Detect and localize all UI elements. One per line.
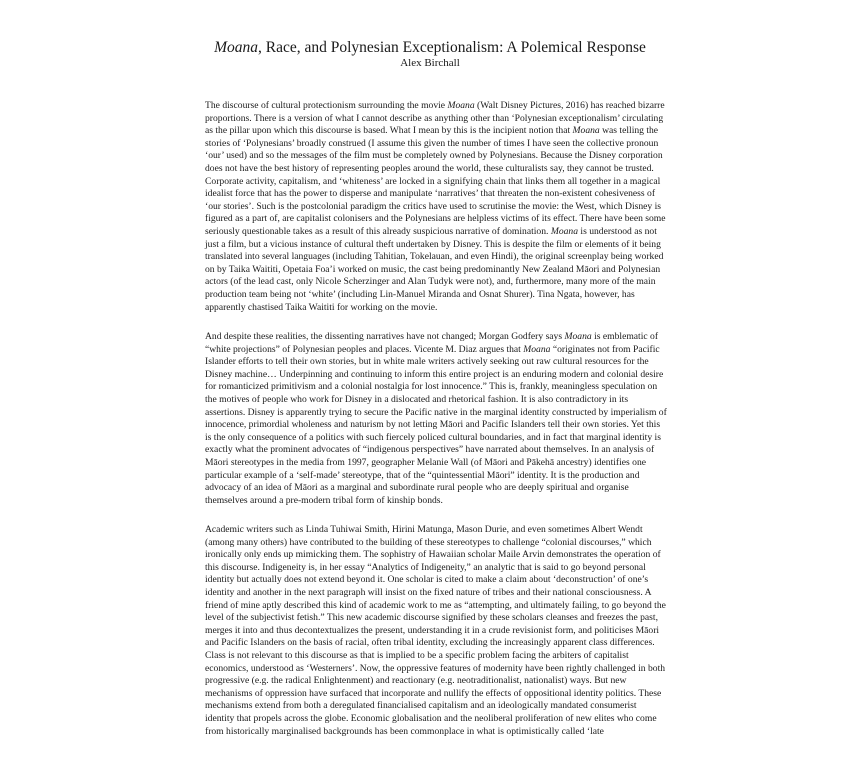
text-run: “originates not from Pacific Islander efforts to tell their own stories, but in white male writers actively seeking out raw cultural resources for the Disney machine… Underpinning and continuing to inform this entire project is an enduring modern and colonial desire for romanticized primitivism and a colonial nostalgia for lost innocence.” This is, frankly, meaningless speculation on the motives of people who work for Disney in a dislocated and rhetorical fashion. It is also contradictory in its assertions. Disney is apparently trying to secure the Pacific native in the marginal identity constructed by imperialism of innocence, primordial wholeness and naturism by not letting Māori and Pacific Islanders tell their own stories. Yet this is the only consequence of a politics with such fiercely policed cultural boundaries, and in fact that marginal identity is exactly what the prominent advocates of “indigenous perspectives” have narrated about themselves. In an analysis of Māori stereotypes in the media from 1997, geographer Melanie Wall (of Māori and Pākehā ancestry) identifies one particular example of a ‘self-made’ stereotype, that of the “quintessential Māori” identity. It is the production and advocacy of an idea of Māori as a marginal and subordinate rural people who are deeply spiritual and organise themselves around a pre-modern tribal form of kinship bonds. — [205, 343, 667, 506]
text-run: The discourse of cultural protectionism surrounding the movie — [205, 100, 448, 111]
italic-text-run: Moana — [564, 331, 592, 342]
text-run: is emblematic of “white projections” of Polynesian peoples and places. Vicente M. Diaz argues that — [205, 331, 659, 355]
paragraph-1 — [205, 100, 667, 314]
document-title — [0, 38, 860, 57]
italic-text-run: Moana — [550, 225, 579, 237]
text-run: And despite these realities, the dissenting narratives have not changed; Morgan Godfery says — [205, 331, 565, 342]
italic-text-run: Moana — [523, 343, 551, 355]
text-run: (Walt Disney Pictures, 2016) has reached bizarre proportions. There is a version of what I cannot describe as anything other than ‘Polynesian exceptionalism’ circulating as the pillar upon which this discourse is based. What I mean by this is the incipient notion that — [205, 100, 665, 137]
title-rest: , Race, and Polynesian Exceptionalism: A Polemical Response — [258, 39, 646, 56]
document-author: Alex Birchall — [400, 57, 460, 69]
text-run: Academic writers such as Linda Tuhiwai Smith, Hirini Matunga, Mason Durie, and even sometimes Albert Wendt (among many others) have contributed to the building of these stereotypes to challenge “colonial discourses,” which ironically only ends up mimicking them. The sophistry of Hawaiian scholar Maile Arvin demonstrates the operation of this discourse. Indigeneity is, in her essay “Analytics of Indigeneity,” an analytic that is said to go beyond personal identity but actually does not extend beyond it. One scholar is cited to make a claim about ‘deconstruction’ of one’s identity and another in the next paragraph will insist on the fixed nature of tribes and their national consciousness. A friend of mine aptly described this kind of academic work to me as “attempting, and ultimately failing, to go beyond the level of the subjectivist fetish.” This new academic discourse signified by these scholars cleanses and freezes the past, merges it into and thus decontextualizes the present, understanding it in a crude revisionist form, and politicises Māori and Pacific Islanders on the basis of racial, often tribal identity, excluding the increasingly apparent class differences. Class is not relevant to this discourse as that is implied to be a specific problem facing the arbiters of capitalist economics, understood as ‘Westerners’. Now, the oppressive features of modernity have been rightly challenged in both progressive (e.g. the radical Enlightenment) and reactionary (e.g. neotraditionalist, nationalist) ways. But new mechanisms of oppression have surfaced that incorporate and nullify the effects of oppositional identity politics. These mechanisms extend from both a deregulated financialised capitalism and an ideologically mandated consumerist identity that propels across the globe. Economic globalisation and the neoliberal proliferation of new elites who come from historically marginalised backgrounds has been commonplace in what is optimistically called ‘late — [205, 524, 666, 737]
italic-text-run: Moana — [447, 100, 475, 111]
paragraph-2 — [205, 331, 667, 507]
paragraph-3 — [205, 524, 667, 738]
title-film-name: Moana — [214, 39, 259, 56]
text-run: is understood as not just a film, but a vicious instance of cultural theft undertaken by Disney. This is despite the film or elements of it being translated into several languages (including Tahitian, Tokelauan, and even Hindi), the original screenplay being worked on by Taika Waititi, Opetaia Foa’i worked on music, the cast being predominantly New Zealand Māori and Polynesian actors (of the lead cast, only Nicole Scherzinger and Alan Tudyk were not), and, furthermore, many more of the main production team being not ‘white’ (including Lin-Manuel Miranda and Osnat Shurer). Tina Ngata, however, has apparently chastised Taika Waititi for working on the movie. — [205, 225, 664, 313]
text-run: was telling the stories of ‘Polynesians’ broadly construed (I assume this given the number of times I have seen the collective pronoun ‘our’ used) and so the messages of the film must be completely owned by Polynesians. Because the Disney corporation does not have the best history of representing peoples around the world, these culturalists say, they cannot be trusted. Corporate activity, capitalism, and ‘whiteness’ are locked in a signifying chain that links them all together in a magical idealist force that has the power to disperse and manipulate ‘narratives’ that threaten the non-existent cohesiveness of ‘our stories’. Such is the postcolonial paradigm the critics have used to scrutinise the movie: the West, which Disney is figured as a part of, are capitalist colonisers and the Polynesians are helpless victims of its effect. There have been some seriously questionable takes as a result of this already suspicious narrative of domination. — [205, 125, 666, 237]
italic-text-run: Moana — [572, 125, 600, 137]
